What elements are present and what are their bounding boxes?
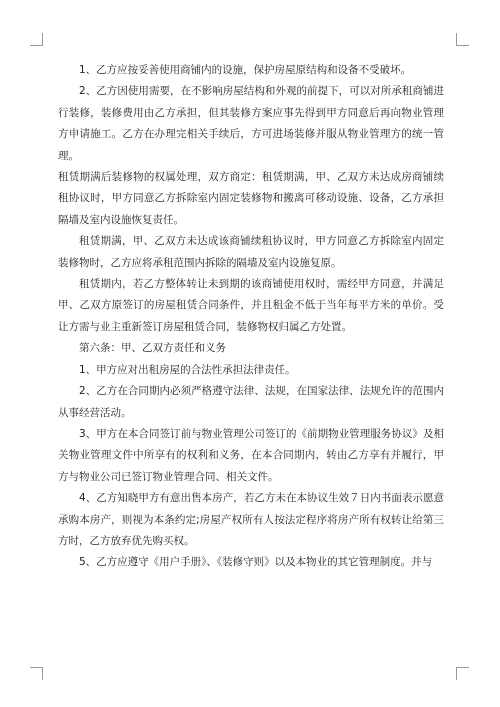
paragraph-7: 1、甲方应对出租房屋的合法性承担法律责任。 bbox=[79, 363, 296, 376]
paragraph-11: 5、乙方应遵守《用户手册》、《装修守则》以及本物业的其它管理制度。并与 bbox=[79, 556, 433, 569]
paragraph-5: 租赁期内，若乙方整体转让未到期的该商铺使用权时，需经甲方同意，并满足甲、乙双方原签订的房屋租赁合同条件，并且租金不低于当年每平方米的单价。受让方需与业主重新签订房屋租赁合同，装修物权归属乙方处置。 bbox=[58, 278, 444, 333]
paragraph-1: 1、乙方应按妥善使用商铺内的设施，保护房屋原结构和设备不受破坏。 bbox=[79, 64, 412, 76]
corner-mark-bottom-right bbox=[456, 667, 469, 680]
paragraph-2: 2、乙方因使用需要，在不影响房屋结构和外观的前提下，可以对所承租商铺进行装修，装修费用由乙方承担，但其装修方案应事先得到甲方同意后再向物业管理方申请施工。乙方在办理完相关手续后，方可进场装修并服从物业管理方的统一管理。 bbox=[58, 85, 444, 162]
corner-mark-top-left bbox=[30, 33, 43, 46]
section-heading: 第六条：甲、乙双方责任和义务 bbox=[79, 342, 226, 355]
paragraph-8: 2、乙方在合同期内必须严格遵守法律、法规，在国家法律、法规允许的范围内从事经营活动。 bbox=[58, 385, 444, 419]
paragraph-9: 3、甲方在本合同签订前与物业管理公司签订的《前期物业管理服务协议》及相关物业管理文件中所享有的权利和义务，在本合同期内，转由乙方享有并履行，甲方与物业公司已签订物业管理合同、相关文件。 bbox=[58, 427, 444, 483]
corner-mark-top-right bbox=[456, 33, 469, 46]
paragraph-3: 租赁期满后装修物的权属处理，双方商定：租赁期满，甲、乙双方未达成房商铺续租协议时，甲方同意乙方拆除室内固定装修物和搬离可移动设施、设备，乙方承担隔墙及室内设施恢复责任。 bbox=[58, 171, 444, 226]
document-body bbox=[58, 60, 444, 574]
paragraph-10: 4、乙方知晓甲方有意出售本房产，若乙方未在本协议生效７日内书面表示愿意承购本房产，则视为本条约定;房屋产权所有人按法定程序将房产所有权转让给第三方时，乙方放弃优先购买权。 bbox=[58, 492, 444, 547]
corner-mark-bottom-left bbox=[30, 667, 43, 680]
paragraph-4: 租赁期满，甲、乙双方未达成该商铺续租协议时，甲方同意乙方拆除室内固定装修物时，乙方应将承租范围内拆除的隔墙及室内设施复原。 bbox=[58, 235, 444, 269]
